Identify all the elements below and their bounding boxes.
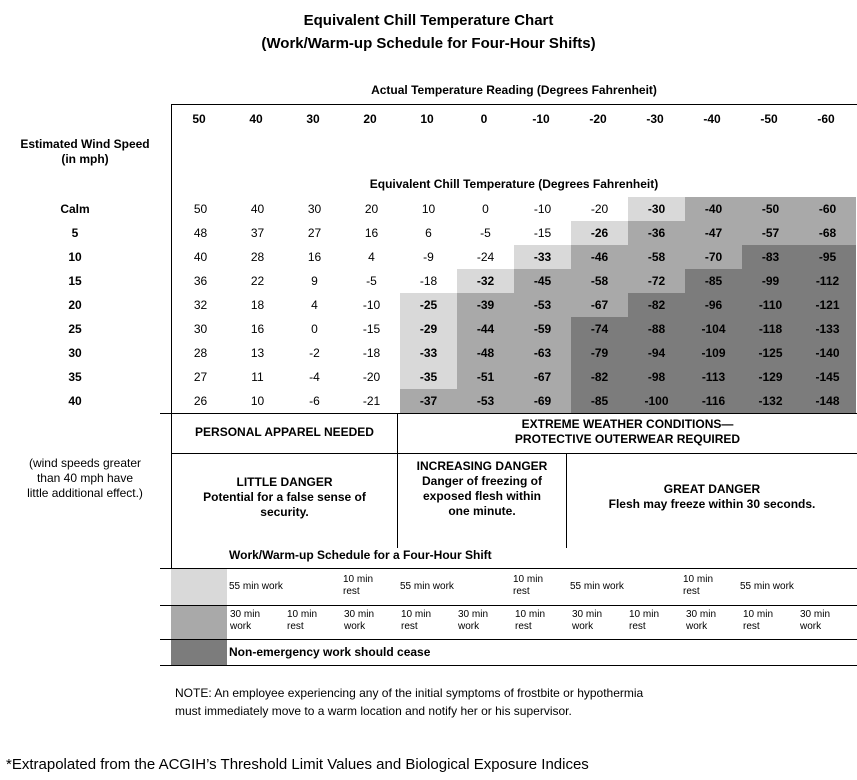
chill-cell: 22 (229, 269, 286, 293)
wind-speed-label: Calm (60, 202, 90, 216)
chill-cell: -85 (571, 389, 628, 413)
chill-cell: -98 (628, 365, 685, 389)
chill-cell: -145 (799, 365, 856, 389)
chill-cell: -2 (286, 341, 343, 365)
wind-speed-label: 10 (68, 250, 82, 264)
chill-cell: -82 (571, 365, 628, 389)
light-schedule-item: 10 min rest (683, 574, 714, 597)
column-header: 40 (249, 112, 263, 126)
note-line: must immediately move to a warm location and notify her or his supervisor. (175, 704, 572, 718)
wind-speed-unit: (in mph) (61, 152, 109, 166)
wind-speed-label: 30 (68, 346, 82, 360)
medium-schedule-item: 10 min rest (743, 609, 774, 632)
chill-cell: -140 (799, 341, 856, 365)
chill-cell: 11 (229, 365, 286, 389)
chill-cell: -51 (457, 365, 514, 389)
footnote: *Extrapolated from the ACGIH’s Threshold Limit Values and Biological Exposure Indices (6, 756, 589, 773)
medium-schedule-item: 30 min work (230, 609, 261, 632)
light-schedule-item: 55 min work (400, 581, 454, 592)
chill-cell: -63 (514, 341, 571, 365)
note (175, 684, 643, 720)
column-header: 10 (420, 112, 434, 126)
chill-cell: -58 (571, 269, 628, 293)
chill-cell: -30 (628, 197, 685, 221)
chill-cell: -35 (400, 365, 457, 389)
wind-note-line: (wind speeds greater (28, 456, 142, 470)
medium-schedule-item: 30 min work (572, 609, 603, 632)
chill-cell: -40 (685, 197, 742, 221)
chill-cell: -53 (457, 389, 514, 413)
wind-speed-label: 40 (68, 394, 82, 408)
wind-speed-label: 20 (68, 298, 82, 312)
chill-cell: -18 (400, 269, 457, 293)
medium-schedule-item: 10 min rest (401, 609, 432, 632)
chill-cell: -67 (571, 293, 628, 317)
chill-cell: -53 (514, 293, 571, 317)
chill-cell: -99 (742, 269, 799, 293)
top-rule (171, 104, 857, 105)
chill-cell: -129 (742, 365, 799, 389)
wind-speed-label: 5 (71, 226, 79, 240)
column-header: 0 (480, 112, 488, 126)
chill-cell: -88 (628, 317, 685, 341)
chill-cell: -48 (457, 341, 514, 365)
chill-cell: 13 (229, 341, 286, 365)
chill-cell: -148 (799, 389, 856, 413)
increasing-danger-text: one minute. (448, 504, 516, 518)
column-header: -40 (703, 112, 721, 126)
chill-cell: -83 (742, 245, 799, 269)
chill-cell: -50 (742, 197, 799, 221)
chill-cell: 37 (229, 221, 286, 245)
chill-cell: -112 (799, 269, 856, 293)
chill-cell: -5 (343, 269, 400, 293)
chill-cell: 4 (343, 245, 400, 269)
chill-cell: -47 (685, 221, 742, 245)
chill-cell: -79 (571, 341, 628, 365)
medium-schedule-item: 10 min rest (287, 609, 318, 632)
chill-cell: -10 (514, 197, 571, 221)
chill-cell: -5 (457, 221, 514, 245)
schedule-title: Work/Warm-up Schedule for a Four-Hour Shift (229, 548, 492, 562)
chill-cell: -94 (628, 341, 685, 365)
medium-schedule-item: 30 min work (344, 609, 375, 632)
chill-cell: -70 (685, 245, 742, 269)
increasing-danger (398, 459, 566, 519)
chill-cell: 48 (172, 221, 229, 245)
note-line: NOTE: An employee experiencing any of the initial symptoms of frostbite or hypothermia (175, 686, 644, 700)
light-zone-swatch (171, 569, 227, 605)
column-header: 50 (192, 112, 206, 126)
chill-cell: -26 (571, 221, 628, 245)
chill-cell: -58 (628, 245, 685, 269)
column-header: -20 (589, 112, 607, 126)
chill-cell: -74 (571, 317, 628, 341)
chill-cell: 0 (457, 197, 514, 221)
chill-cell: 32 (172, 293, 229, 317)
chill-cell: -68 (799, 221, 856, 245)
light-schedule-item: 55 min work (570, 581, 624, 592)
schedule-rule-2 (160, 605, 857, 606)
great-danger (567, 482, 857, 512)
chill-cell: 40 (229, 197, 286, 221)
chart-subtitle: (Work/Warm-up Schedule for Four-Hour Shifts) (261, 35, 596, 52)
medium-zone-swatch (171, 606, 227, 639)
wind-speed-label: 35 (68, 370, 82, 384)
chill-cell: 10 (229, 389, 286, 413)
chill-cell: -9 (400, 245, 457, 269)
chill-cell: -15 (514, 221, 571, 245)
chill-cell: -110 (742, 293, 799, 317)
chill-cell: -132 (742, 389, 799, 413)
dark-zone-swatch (171, 640, 227, 665)
medium-schedule-item: 10 min rest (515, 609, 546, 632)
medium-schedule-item: 10 min rest (629, 609, 660, 632)
chill-cell: -96 (685, 293, 742, 317)
personal-apparel-label: PERSONAL APPAREL NEEDED (195, 425, 374, 439)
chill-cell: -32 (457, 269, 514, 293)
wind-speed-label: 15 (68, 274, 82, 288)
little-danger-title: LITTLE DANGER (236, 475, 333, 489)
column-header: 30 (306, 112, 320, 126)
chill-cell: -24 (457, 245, 514, 269)
wind-note-line: little additional effect.) (27, 486, 143, 500)
chill-cell: -15 (343, 317, 400, 341)
chill-cell: 30 (286, 197, 343, 221)
chill-cell: -57 (742, 221, 799, 245)
schedule-rule-1 (160, 568, 857, 569)
chill-cell: -121 (799, 293, 856, 317)
chill-cell: -10 (343, 293, 400, 317)
light-schedule-item: 55 min work (229, 581, 283, 592)
chill-cell: -44 (457, 317, 514, 341)
chill-cell: 28 (229, 245, 286, 269)
increasing-danger-title: INCREASING DANGER (416, 459, 548, 473)
chill-cell: -33 (400, 341, 457, 365)
chill-cell: 26 (172, 389, 229, 413)
chill-cell: 50 (172, 197, 229, 221)
chill-cell: 16 (229, 317, 286, 341)
chill-cell: 40 (172, 245, 229, 269)
chill-cell: -113 (685, 365, 742, 389)
chill-cell: -29 (400, 317, 457, 341)
chill-cell: 27 (172, 365, 229, 389)
chill-cell: 20 (343, 197, 400, 221)
chill-cell: -6 (286, 389, 343, 413)
extreme-conditions-line1: EXTREME WEATHER CONDITIONS— (521, 417, 734, 431)
light-schedule-item: 10 min rest (513, 574, 544, 597)
chill-cell: -72 (628, 269, 685, 293)
chill-cell: -4 (286, 365, 343, 389)
column-header: -60 (817, 112, 835, 126)
chill-cell: 16 (343, 221, 400, 245)
chill-header: Equivalent Chill Temperature (Degrees Fahrenheit) (369, 177, 659, 191)
chill-cell: -85 (685, 269, 742, 293)
chill-cell: -109 (685, 341, 742, 365)
schedule-rule-3 (160, 639, 857, 640)
chill-cell: -82 (628, 293, 685, 317)
chill-cell: -60 (799, 197, 856, 221)
light-schedule-item: 55 min work (740, 581, 794, 592)
great-danger-text: Flesh may freeze within 30 seconds. (608, 497, 816, 511)
chill-cell: -67 (514, 365, 571, 389)
chill-cell: -37 (400, 389, 457, 413)
chill-cell: -25 (400, 293, 457, 317)
little-danger-text: security. (260, 505, 309, 519)
chill-cell: -95 (799, 245, 856, 269)
medium-schedule-item: 30 min work (800, 609, 831, 632)
actual-temp-header: Actual Temperature Reading (Degrees Fahrenheit) (371, 83, 657, 97)
chill-cell: -21 (343, 389, 400, 413)
chill-cell: -45 (514, 269, 571, 293)
great-danger-title: GREAT DANGER (663, 482, 761, 496)
chill-cell: -33 (514, 245, 571, 269)
chill-cell: -46 (571, 245, 628, 269)
chill-cell: -20 (343, 365, 400, 389)
schedule-rule-4 (160, 665, 857, 666)
danger-top-rule (171, 453, 857, 454)
chill-cell: -118 (742, 317, 799, 341)
chill-cell: -116 (685, 389, 742, 413)
chill-cell: -20 (571, 197, 628, 221)
chill-cell: -125 (742, 341, 799, 365)
chill-cell: -18 (343, 341, 400, 365)
chill-cell: 0 (286, 317, 343, 341)
chill-cell: 28 (172, 341, 229, 365)
column-header: -10 (532, 112, 550, 126)
increasing-danger-text: exposed flesh within (422, 489, 542, 503)
chill-cell: -69 (514, 389, 571, 413)
chill-cell: -133 (799, 317, 856, 341)
dark-zone-schedule: Non-emergency work should cease (229, 645, 431, 659)
column-header: 20 (363, 112, 377, 126)
little-danger (172, 475, 397, 520)
chill-cell: 10 (400, 197, 457, 221)
chill-cell: -104 (685, 317, 742, 341)
chill-cell: 30 (172, 317, 229, 341)
wind-note-line: than 40 mph have (36, 471, 134, 485)
wind-speed-header: Estimated Wind Speed (20, 137, 150, 151)
chill-cell: -59 (514, 317, 571, 341)
extreme-conditions-line2: PROTECTIVE OUTERWEAR REQUIRED (514, 432, 741, 446)
chill-cell: 18 (229, 293, 286, 317)
chart-title: Equivalent Chill Temperature Chart (303, 12, 554, 29)
chill-cell: 9 (286, 269, 343, 293)
column-header: -50 (760, 112, 778, 126)
column-header: -30 (646, 112, 664, 126)
apparel-top-rule (160, 413, 857, 414)
increasing-danger-text: Danger of freezing of (421, 474, 542, 488)
wind-note (0, 456, 170, 501)
medium-schedule-item: 30 min work (686, 609, 717, 632)
chill-cell: 16 (286, 245, 343, 269)
chill-cell: 6 (400, 221, 457, 245)
chill-cell: -39 (457, 293, 514, 317)
chill-cell: -36 (628, 221, 685, 245)
medium-schedule-item: 30 min work (458, 609, 489, 632)
wind-speed-label: 25 (68, 322, 82, 336)
light-schedule-item: 10 min rest (343, 574, 374, 597)
chill-cell: 36 (172, 269, 229, 293)
chill-cell: -100 (628, 389, 685, 413)
chill-cell: 27 (286, 221, 343, 245)
chill-cell: 4 (286, 293, 343, 317)
little-danger-text: Potential for a false sense of (203, 490, 366, 504)
